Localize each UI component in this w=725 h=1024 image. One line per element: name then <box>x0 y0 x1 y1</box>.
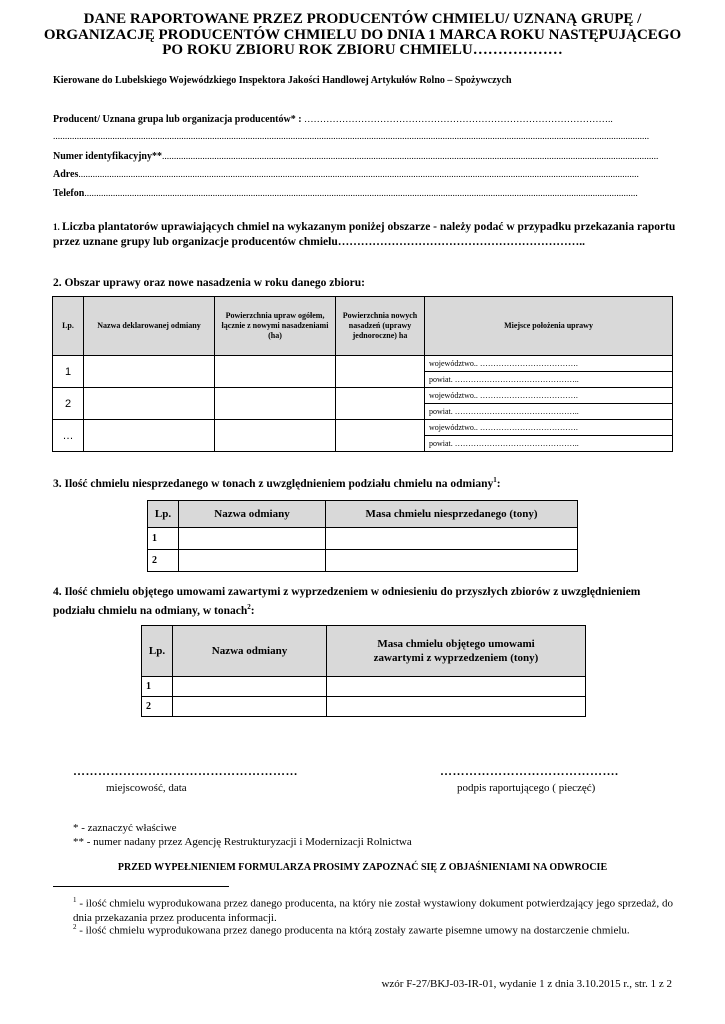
area-row-voivodeship[interactable]: województwo.. ………………………………. <box>425 356 673 372</box>
footnote-ref-2: 2 <box>247 603 251 611</box>
producer-continuation-field[interactable] <box>53 132 672 142</box>
table-row <box>53 388 673 404</box>
area-table-header-area: Powierzchnia upraw ogółem, łącznie z nowymi nasadzeniami (ha) <box>215 297 336 356</box>
id-number-field[interactable] <box>53 151 672 162</box>
phone-label: Telefon <box>53 188 85 199</box>
form-title: DANE RAPORTOWANE PRZEZ PRODUCENTÓW CHMIELU/ UZNANĄ GRUPĘ / ORGANIZACJĘ PRODUCENTÓW CHMIELU DO DNIA 1 MARCA ROKU NASTĘPUJĄCEGO PO ROKU ZBIORU ROK ZBIORU CHMIELU……………… <box>43 11 682 58</box>
area-row-area-cell[interactable] <box>215 420 336 452</box>
contracted-row-variety-cell[interactable] <box>173 677 327 697</box>
table-row <box>53 356 673 372</box>
signature-line[interactable]: ……………………………………. <box>440 764 619 778</box>
contracted-row-mass-cell[interactable] <box>327 677 586 697</box>
address-field[interactable] <box>53 169 672 180</box>
place-date-caption: miejscowość, data <box>106 782 187 794</box>
contracted-table <box>141 625 586 717</box>
area-row-voivodeship[interactable]: województwo.. ………………………………. <box>425 420 673 436</box>
area-row-lp: … <box>53 420 84 452</box>
area-row-area-cell[interactable] <box>215 388 336 420</box>
contracted-header-mass: Masa chmielu objętego umowami zawartymi z wyprzedzeniem (tony) <box>327 626 586 677</box>
table-row <box>53 420 673 436</box>
phone-field[interactable] <box>53 188 672 199</box>
area-table-header-new: Powierzchnia nowych nasadzeń (uprawy jednoroczne) ha <box>336 297 425 356</box>
area-table <box>52 296 673 452</box>
signature-caption: podpis raportującego ( pieczęć) <box>457 782 596 794</box>
place-date-line[interactable]: ……………………………………………… <box>73 764 298 778</box>
table-row <box>142 697 586 717</box>
section-2-title: 2. Obszar uprawy oraz nowe nasadzenia w roku danego zbioru: <box>53 277 366 289</box>
unsold-row-mass-cell[interactable] <box>326 528 578 550</box>
unsold-row-variety-cell[interactable] <box>179 550 326 572</box>
section-4-title <box>53 585 678 619</box>
table-row <box>148 550 578 572</box>
note-double-star: ** - numer nadany przez Agencję Restrukturyzacji i Modernizacji Rolnictwa <box>73 836 412 848</box>
unsold-header-mass: Masa chmielu niesprzedanego (tony) <box>326 501 578 528</box>
address-label: Adres <box>53 169 79 180</box>
area-row-variety-cell[interactable] <box>84 420 215 452</box>
unsold-header-lp: Lp. <box>148 501 179 528</box>
table-row <box>142 677 586 697</box>
unsold-table <box>147 500 578 572</box>
section-3-title <box>53 473 678 492</box>
id-number-dots: ................................................................................................................................................................................................................. <box>161 152 659 162</box>
section-1-text: Liczba plantatorów uprawiających chmiel na wykazanym poniżej obszarze - należy podać w przypadku przekazania raportu przez uznane grupy lub organizacje producentów chmielu……………………………………………………….. <box>53 221 676 248</box>
unsold-row-mass-cell[interactable] <box>326 550 578 572</box>
producer-field[interactable] <box>53 114 672 125</box>
area-row-district[interactable]: powiat. ……………………………………….. <box>425 372 673 388</box>
area-row-new-cell[interactable] <box>336 420 425 452</box>
footnote-1-mark: 1 <box>73 896 77 904</box>
id-number-label: Numer identyfikacyjny** <box>53 151 162 162</box>
area-row-voivodeship[interactable]: województwo.. ………………………………. <box>425 388 673 404</box>
footnote-2-mark: 2 <box>73 923 77 931</box>
contracted-header-variety: Nazwa odmiany <box>173 626 327 677</box>
section-4-text: 4. Ilość chmielu objętego umowami zawartymi z wyprzedzeniem w odniesieniu do przyszłych zbiorów z uwzględnieniem podziału chmielu na odmiany, w tonach <box>53 586 641 617</box>
area-row-district[interactable]: powiat. ……………………………………….. <box>425 404 673 420</box>
area-row-lp: 2 <box>53 388 84 420</box>
section-1-number: 1. <box>53 222 62 232</box>
area-row-district[interactable]: powiat. ……………………………………….. <box>425 436 673 452</box>
section-3-colon: : <box>496 477 501 490</box>
note-star: * - zaznaczyć właściwe <box>73 822 177 834</box>
footnote-2-text: - ilość chmielu wyprodukowana przez danego producenta na którą zostały zawarte pisemne umowy na dostarczenie chmielu. <box>76 924 630 937</box>
footnote-ref-1: 1 <box>493 476 497 484</box>
producer-continuation-dots: ........................................................................................................................................................................................................................................................... <box>53 132 650 142</box>
contracted-header-lp: Lp. <box>142 626 173 677</box>
contracted-row-lp: 1 <box>142 677 173 697</box>
unsold-row-variety-cell[interactable] <box>179 528 326 550</box>
producer-label: Producent/ Uznana grupa lub organizacja producentów* : <box>53 114 305 125</box>
table-row <box>148 528 578 550</box>
address-dots: ............................................................................................................................................................................................................................................ <box>78 170 639 180</box>
area-row-lp: 1 <box>53 356 84 388</box>
phone-dots: ......................................................................................................................................................................................................................................... <box>84 189 638 199</box>
producer-dots: …………………………………………………………………………………….. <box>304 115 613 125</box>
section-3-text: 3. Ilość chmielu niesprzedanego w tonach z uwzględnieniem podziału chmielu na odmiany <box>53 477 494 490</box>
contracted-row-variety-cell[interactable] <box>173 697 327 717</box>
section-1 <box>53 220 678 250</box>
unsold-row-lp: 1 <box>148 528 179 550</box>
area-row-new-cell[interactable] <box>336 356 425 388</box>
footnote-divider <box>53 886 229 887</box>
unsold-header-variety: Nazwa odmiany <box>179 501 326 528</box>
area-row-variety-cell[interactable] <box>84 388 215 420</box>
contracted-row-mass-cell[interactable] <box>327 697 586 717</box>
instructions-warning: PRZED WYPEŁNIENIEM FORMULARZA PROSIMY ZAPOZNAĆ SIĘ Z OBJAŚNIENIAMI NA ODWROCIE <box>117 862 608 873</box>
area-table-header-lp: Lp. <box>53 297 84 356</box>
area-row-area-cell[interactable] <box>215 356 336 388</box>
area-table-header-location: Miejsce położenia uprawy <box>425 297 673 356</box>
form-footer: wzór F-27/BKJ-03-IR-01, wydanie 1 z dnia 3.10.2015 r., str. 1 z 2 <box>381 978 672 990</box>
area-table-header-variety: Nazwa deklarowanej odmiany <box>84 297 215 356</box>
unsold-row-lp: 2 <box>148 550 179 572</box>
footnote-2 <box>73 920 673 938</box>
directed-to: Kierowane do Lubelskiego Wojewódzkiego Inspektora Jakości Handlowej Artykułów Rolno – Spożywczych <box>53 75 512 86</box>
section-4-colon: : <box>250 604 255 617</box>
area-row-new-cell[interactable] <box>336 388 425 420</box>
contracted-row-lp: 2 <box>142 697 173 717</box>
footnote-1-text: - ilość chmielu wyprodukowana przez danego producenta, na który nie został wystawiony dokument potwierdzający jego sprzedaż, do dnia przekazania przez producenta informacji. <box>73 897 673 924</box>
area-row-variety-cell[interactable] <box>84 356 215 388</box>
